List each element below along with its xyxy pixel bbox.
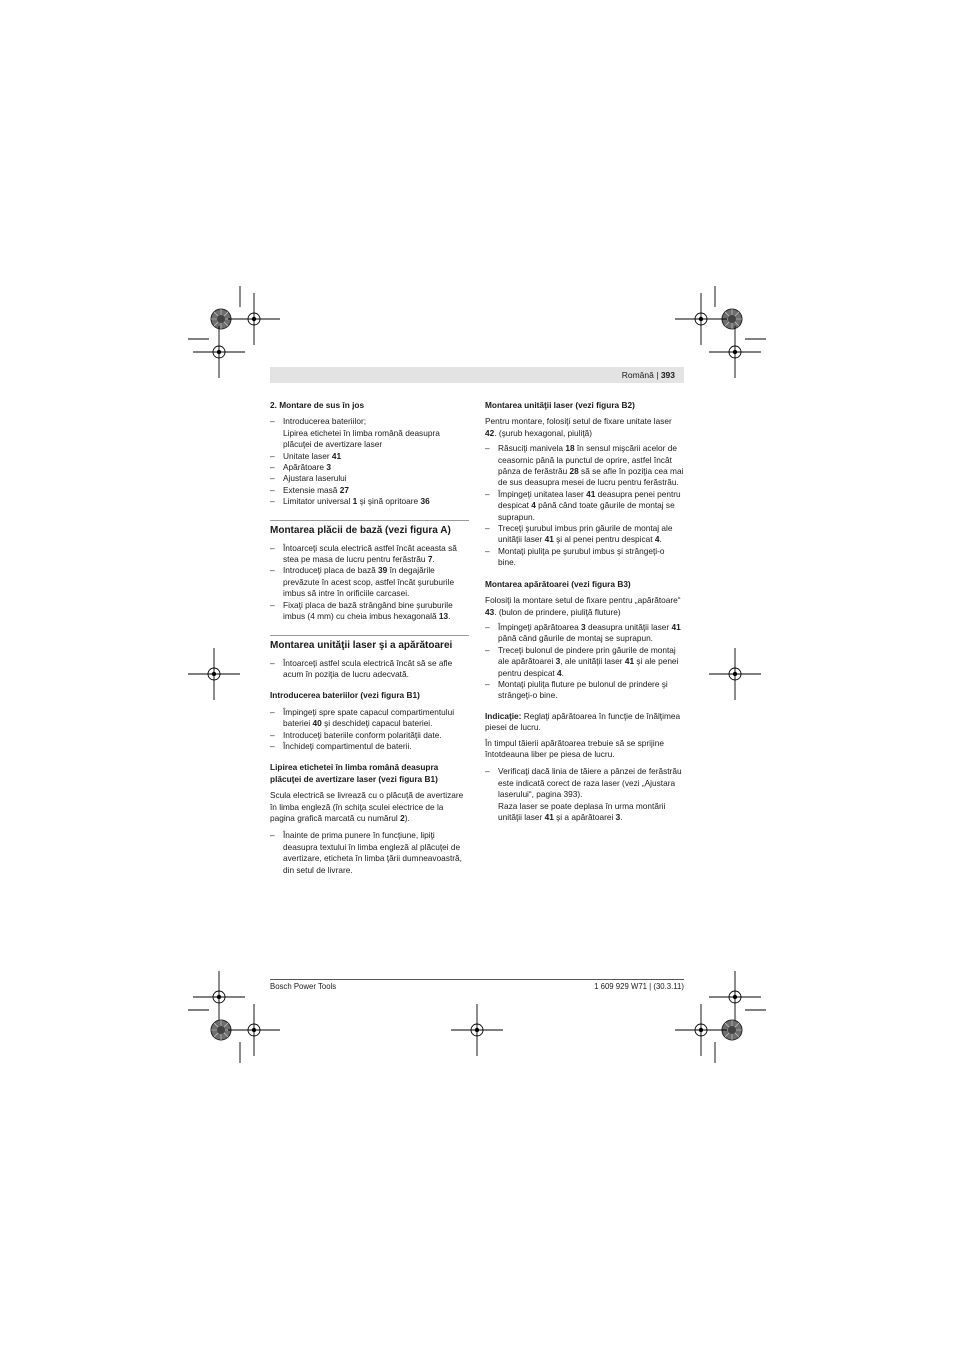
label-heading: Lipirea etichetei în limba română deasupra plăcuţei de avertizare laser (vezi figura B1) — [270, 762, 439, 784]
header-separator: | — [656, 370, 659, 380]
list-item: – Limitator universal 1 şi şină opritoare 36 — [270, 496, 430, 507]
list-item: – Montaţi piuliţa pe şurubul imbus şi strângeţi-o bine. — [485, 545, 665, 568]
footer-brand: Bosch Power Tools — [270, 982, 337, 991]
registration-mark-icon — [675, 293, 727, 345]
list-item: – Fixaţi placa de bază strângând bine şuruburile imbus (4 mm) cu cheia imbus hexagonală 13. — [270, 599, 453, 622]
list-item: – Introduceţi placa de bază 39 în degajările prevăzute în acest scop, astfel încât şuruburile imbus să intre în orificiile carcasei. — [270, 565, 455, 599]
registration-mark-icon — [709, 971, 761, 1023]
footer-doc-number: 1 609 929 W71 | (30.3.11) — [594, 982, 684, 991]
header-language: Română — [621, 370, 654, 380]
registration-mark-icon — [675, 1004, 727, 1056]
registration-mark-icon — [709, 648, 761, 700]
list-item: – Ajustara laserului — [270, 473, 347, 484]
laser-unit-heading: Montarea unităţii laser (vezi figura B2) — [485, 400, 635, 410]
list-item: Lipirea etichetei în limba română deasupra plăcuţei de avertizare laser — [283, 427, 440, 450]
registration-mark-icon — [709, 326, 761, 378]
list-item: – Împingeţi apărătoarea 3 deasupra unităţii laser 41 până când găurile de montaj se suprapun. — [485, 621, 681, 644]
list-item: – Treceţi şurubul imbus prin găurile de montaj ale unităţii laser 41 şi al penei pentru despicat 4. — [485, 523, 673, 545]
label-paragraph: Scula electrică se livrează cu o plăcuţă de avertizare în limba engleză (în schiţa sculei electrice de la pagina grafică marcată cu numărul 2). — [270, 790, 464, 823]
note-paragraph: Indicaţie: Reglaţi apărătoarea în funcţie de înălţimea piesei de lucru. — [485, 710, 681, 733]
base-plate-heading: Montarea plăcii de bază (vezi figura A) — [270, 520, 469, 537]
laser-unit-paragraph: Pentru montare, folosiţi setul de fixare unitate laser 42. (şurub hexagonal, piuliţă) — [485, 416, 672, 438]
page-number: 393 — [660, 370, 675, 380]
list-item: – Introducerea bateriilor; — [270, 416, 367, 427]
note-paragraph-2: În timpul tăierii apărătoarea trebuie să se sprijine întotdeauna liber pe piesa de lucru. — [485, 737, 664, 759]
batteries-heading: Introducerea bateriilor (vezi figura B1) — [270, 690, 420, 701]
list-item: – Extensie masă 27 — [270, 484, 349, 495]
list-item: – Împingeţi spre spate capacul compartimentului bateriei 40 şi deschideţi capacul bateriei. — [270, 706, 455, 729]
registration-mark-icon — [188, 648, 240, 700]
list-item: – Întoarceţi scula electrică astfel încât aceasta să stea pe masa de lucru pentru ferăstrău 7. — [270, 542, 457, 565]
guard-paragraph: Folosiţi la montare setul de fixare pentru „apărătoare“ 43. (bulon de prindere, piuliţă fluture) — [485, 595, 681, 617]
intro-heading: 2. Montare de sus în jos — [270, 400, 365, 410]
list-item: – Apărătoare 3 — [270, 462, 331, 473]
registration-mark-icon — [451, 1004, 503, 1056]
list-item: – Verificaţi dacă linia de tăiere a pânzei de ferăstrău este indicată corect de raza laser (vezi „Ajustara laserului“, pagina 393). Raza laser se poate deplasa în urma montării unităţii laser 41 şi a apărătoarei 3. — [485, 766, 682, 822]
registration-mark-icon — [193, 326, 245, 378]
registration-mark-icon — [193, 971, 245, 1023]
list-item: – Montaţi piuliţa fluture pe bulonul de prindere şi strângeţi-o bine. — [485, 678, 668, 701]
list-item: – Închideţi compartimentul de baterii. — [270, 740, 412, 751]
laser-guard-heading: Montarea unităţii laser şi a apărătoarei — [270, 635, 469, 652]
list-item: – Răsuciţi manivela 18 în sensul mişcării acelor de ceasornic până la punctul de oprire, astfel încât pânza de ferăstrău 28 să se afle în poziţia cea mai de sus deasupra mesei de lucru pentru ferăstrău. — [485, 443, 684, 488]
list-item: – Introduceţi bateriile conform polarităţii date. — [270, 729, 442, 740]
list-item: – Întoarceţi astfel scula electrică încât să se afle acum în poziţia de lucru adecvată. — [270, 657, 453, 679]
guard-heading: Montarea apărătoarei (vezi figura B3) — [485, 578, 631, 589]
list-item: – Treceţi bulonul de pindere prin găurile de montaj ale apărătoarei 3, ale unităţii laser 41 şi ale penei pentru despicat 4. — [485, 644, 679, 678]
list-item: – Unitate laser 41 — [270, 450, 342, 461]
list-item: – Înainte de prima punere în funcţiune, lipiţi deasupra textului în limba engleză al plăcuţei de avertizare, eticheta în limba ţării dumneavoastră, din setul de livrare. — [270, 830, 462, 875]
list-item: – Împingeţi unitatea laser 41 deasupra penei pentru despicat 4 până când toate găurile de montaj se suprapun. — [485, 488, 681, 522]
registration-mark-icon — [228, 293, 280, 345]
registration-mark-icon — [228, 1004, 280, 1056]
